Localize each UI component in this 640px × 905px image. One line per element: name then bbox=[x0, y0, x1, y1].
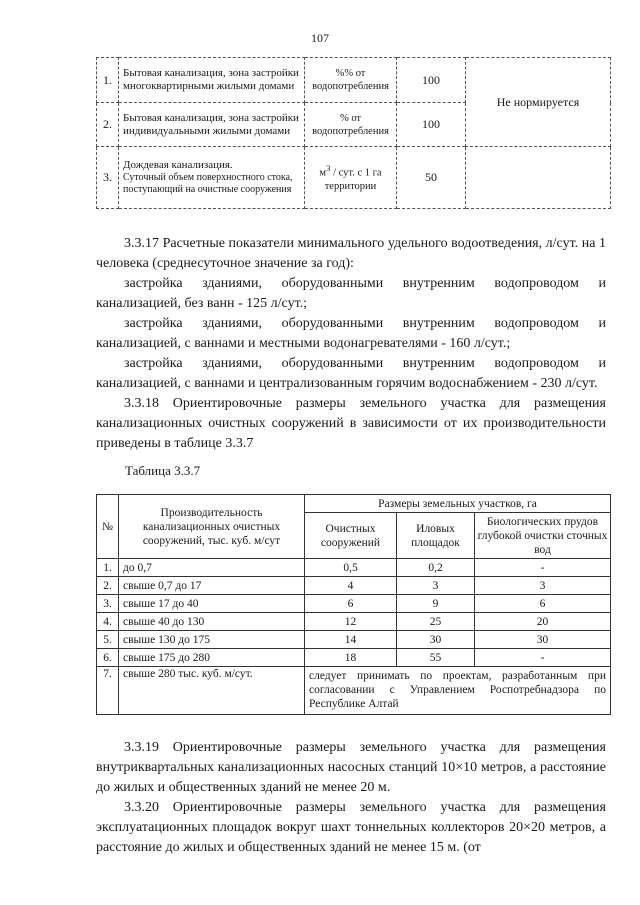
paragraph-3-3-20: 3.3.20 Ориентировочные размеры земельного участка для размещения эксплуатационных площадок вокруг шахт тоннельных коллекторов 20×20 метров, а расстояние до жилых и общественных зданий не менее 15 м. (от bbox=[96, 800, 606, 855]
table-row bbox=[97, 667, 611, 715]
table-row bbox=[97, 559, 611, 577]
row-number: 1. bbox=[97, 559, 119, 577]
empty-cell bbox=[466, 147, 611, 209]
unit-superscript: 3 bbox=[326, 163, 331, 174]
header-number: № bbox=[97, 495, 119, 559]
row-unit: % от водопотребления bbox=[305, 103, 397, 147]
page-number: 107 bbox=[311, 31, 329, 45]
row-capacity: свыше 0,7 до 17 bbox=[119, 577, 305, 595]
row-treatment: 6 bbox=[305, 595, 397, 613]
row-number: 7. bbox=[97, 667, 119, 715]
table-row bbox=[97, 631, 611, 649]
table-row bbox=[97, 147, 611, 209]
table-header-row bbox=[97, 495, 611, 513]
row-ponds: 30 bbox=[475, 631, 611, 649]
row-value: 100 bbox=[397, 103, 466, 147]
row-note: следует принимать по проектам, разработанным при согласовании с Управлением Роспотребнадзора по Республике Алтай bbox=[305, 667, 611, 715]
table-row bbox=[97, 577, 611, 595]
row-sludge: 3 bbox=[397, 577, 475, 595]
row-sludge: 30 bbox=[397, 631, 475, 649]
paragraph-3-3-18: 3.3.18 Ориентировочные размеры земельного участка для размещения канализационных очистных сооружений в зависимости от их производительности приведены в таблице 3.3.7 bbox=[96, 396, 606, 451]
unit-rest: / сут. с 1 га bbox=[330, 167, 382, 179]
list-item: застройка зданиями, оборудованными внутренним водопроводом и канализацией, с ваннами и местными водонагревателями - 160 л/сут.; bbox=[96, 316, 606, 351]
list-item: застройка зданиями, оборудованными внутренним водопроводом и канализацией, с ваннами и централизованным горячим водоснабжением - 230 л/сут. bbox=[96, 356, 606, 391]
row-sludge: 0,2 bbox=[397, 559, 475, 577]
subheader-sludge: Иловых площадок bbox=[397, 513, 475, 559]
land-plot-table bbox=[96, 494, 611, 715]
header-capacity: Производительность канализационных очистных сооружений, тыс. куб. м/сут bbox=[119, 495, 305, 559]
row-ponds: - bbox=[475, 649, 611, 667]
subheader-ponds: Биологических прудов глубокой очистки сточных вод bbox=[475, 513, 611, 559]
row-capacity: свыше 175 до 280 bbox=[119, 649, 305, 667]
row-ponds: 6 bbox=[475, 595, 611, 613]
row-number: 5. bbox=[97, 631, 119, 649]
row-number: 3. bbox=[97, 595, 119, 613]
unit-line2: территории bbox=[324, 180, 377, 192]
row-treatment: 18 bbox=[305, 649, 397, 667]
unit-main: м bbox=[319, 167, 327, 179]
row-capacity: свыше 17 до 40 bbox=[119, 595, 305, 613]
table-caption: Таблица 3.3.7 bbox=[125, 463, 201, 478]
paragraph-3-3-17: 3.3.17 Расчетные показатели минимального удельного водоотведения, л/сут. на 1 человека (среднесуточное значение за год): bbox=[96, 236, 606, 271]
row-treatment: 14 bbox=[305, 631, 397, 649]
row-sludge: 55 bbox=[397, 649, 475, 667]
row-capacity: до 0,7 bbox=[119, 559, 305, 577]
norm-note: Не нормируется bbox=[466, 58, 611, 147]
row-number: 3. bbox=[97, 147, 119, 209]
row-number: 2. bbox=[97, 577, 119, 595]
row-ponds: 3 bbox=[475, 577, 611, 595]
row-capacity: свыше 40 до 130 bbox=[119, 613, 305, 631]
row-ponds: 20 bbox=[475, 613, 611, 631]
row-description: Бытовая канализация, зона застройки многоквартирными жилыми домами bbox=[119, 58, 305, 103]
subheader-treatment: Очистных сооружений bbox=[305, 513, 397, 559]
row-number: 1. bbox=[97, 58, 119, 103]
row-description-title: Дождевая канализация. bbox=[123, 159, 233, 171]
paragraph-3-3-19: 3.3.19 Ориентировочные размеры земельного участка для размещения внутриквартальных канализационных насосных станций 10×10 метров, а расстояние до жилых и общественных зданий не менее 20 м. bbox=[96, 740, 606, 795]
row-treatment: 0,5 bbox=[305, 559, 397, 577]
wastewater-norms-table bbox=[96, 57, 611, 209]
row-number: 4. bbox=[97, 613, 119, 631]
row-unit bbox=[305, 147, 397, 209]
table-row bbox=[97, 649, 611, 667]
row-capacity: свыше 130 до 175 bbox=[119, 631, 305, 649]
header-sizes: Размеры земельных участков, га bbox=[305, 495, 611, 513]
row-ponds: - bbox=[475, 559, 611, 577]
row-treatment: 12 bbox=[305, 613, 397, 631]
row-description-body: Суточный объем поверхностного стока, поступающий на очистные сооружения bbox=[123, 172, 293, 195]
row-number: 2. bbox=[97, 103, 119, 147]
row-unit: %% от водопотребления bbox=[305, 58, 397, 103]
list-item: застройка зданиями, оборудованными внутренним водопроводом и канализацией, без ванн - 125 л/сут.; bbox=[96, 276, 606, 311]
table-row bbox=[97, 613, 611, 631]
row-description bbox=[119, 147, 305, 209]
row-value: 50 bbox=[397, 147, 466, 209]
table-row bbox=[97, 595, 611, 613]
row-description: Бытовая канализация, зона застройки индивидуальными жилыми домами bbox=[119, 103, 305, 147]
table-row bbox=[97, 58, 611, 103]
row-sludge: 25 bbox=[397, 613, 475, 631]
row-capacity: свыше 280 тыс. куб. м/сут. bbox=[119, 667, 305, 715]
row-number: 6. bbox=[97, 649, 119, 667]
row-value: 100 bbox=[397, 58, 466, 103]
row-sludge: 9 bbox=[397, 595, 475, 613]
row-treatment: 4 bbox=[305, 577, 397, 595]
